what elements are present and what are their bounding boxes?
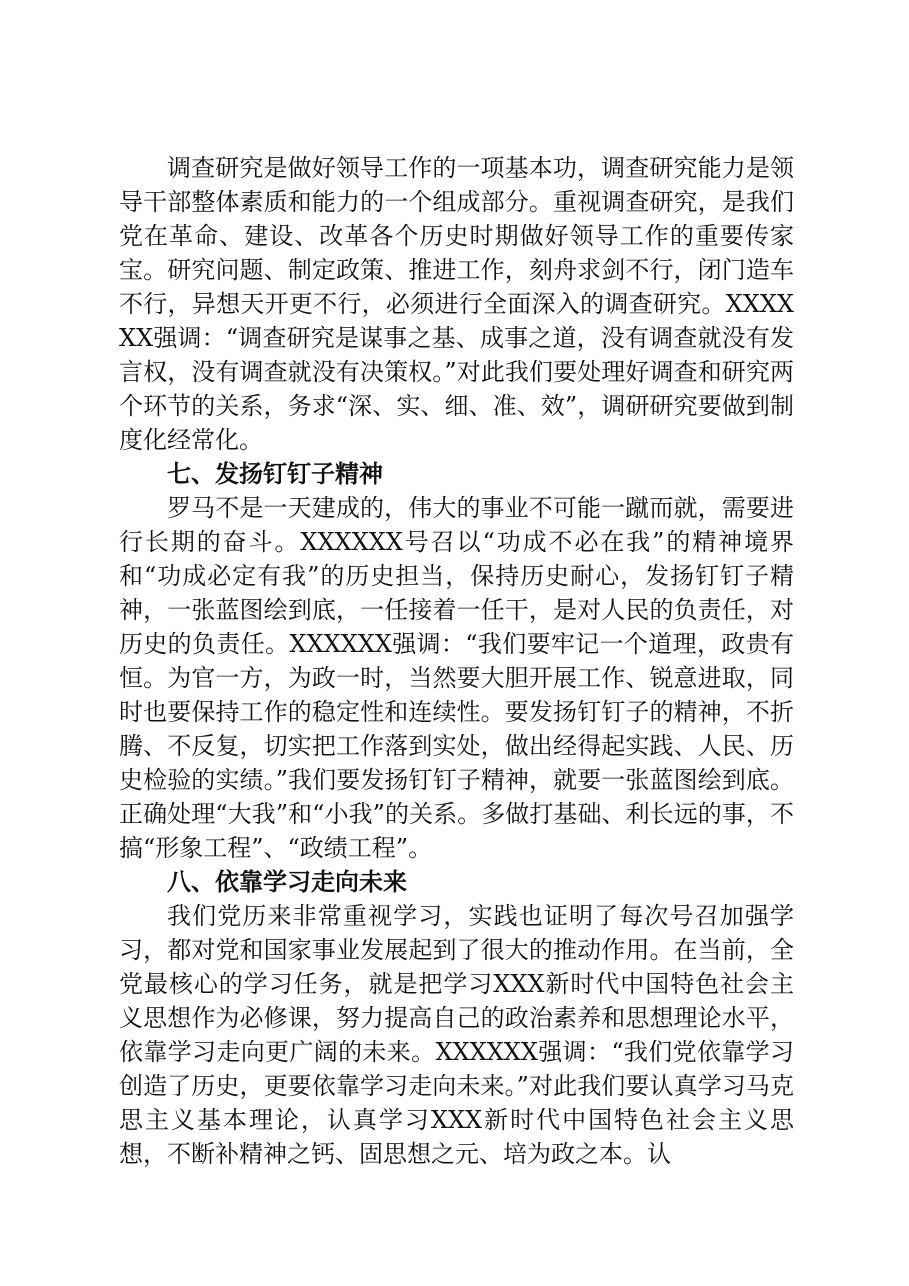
paragraph-nail-spirit: 罗马不是一天建成的，伟大的事业不可能一蹴而就，需要进行长期的奋斗。XXXXXX号召以“功成不必在我”的精神境界和“功成必定有我”的历史担当，保持历史耐心，发扬钉钉子精神，一张蓝图绘到底，一任接着一任干，是对人民的负责任，对历史的负责任。XXXXXX强调：“我们要牢记一个道理，政贵有恒。为官一方，为政一时，当然要大胆开展工作、锐意进取，同时也要保持工作的稳定性和连续性。要发扬钉钉子的精神，不折腾、不反复，切实把工作落到实处，做出经得起实践、人民、历史检验的实绩。”我们要发扬钉钉子精神，就要一张蓝图绘到底。正确处理“大我”和“小我”的关系。多做打基础、利长远的事，不搞“形象工程”、“政绩工程”。 (119, 494, 794, 862)
paragraph-research: 调查研究是做好领导工作的一项基本功，调查研究能力是领导干部整体素质和能力的一个组成部分。重视调查研究，是我们党在革命、建设、改革各个历史时期做好领导工作的重要传家宝。研究问题、制定政策、推进工作，刻舟求剑不行，闭门造车不行，异想天开更不行，必须进行全面深入的调查研究。XXXXXX强调：“调查研究是谋事之基、成事之道，没有调查就没有发言权，没有调查就没有决策权。”对此我们要处理好调查和研究两个环节的关系，务求“深、实、细、准、效”，调研研究要做到制度化经常化。 (119, 154, 794, 454)
section-heading-8: 八、依靠学习走向未来 (167, 868, 407, 896)
paragraph-learning: 我们党历来非常重视学习，实践也证明了每次号召加强学习，都对党和国家事业发展起到了很大的推动作用。在当前，全党最核心的学习任务，就是把学习XXX新时代中国特色社会主义思想作为必修课，努力提高自己的政治素养和思想理论水平，依靠学习走向更广阔的未来。XXXXXX强调：“我们党依靠学习创造了历史，更要依靠学习走向未来。”对此我们要认真学习马克思主义基本理论，认真学习XXX新时代中国特色社会主义思想，不断补精神之钙、固思想之元、培为政之本。认 (119, 902, 794, 1168)
document-body (119, 151, 794, 1171)
section-heading-7: 七、发扬钉钉子精神 (167, 460, 383, 488)
